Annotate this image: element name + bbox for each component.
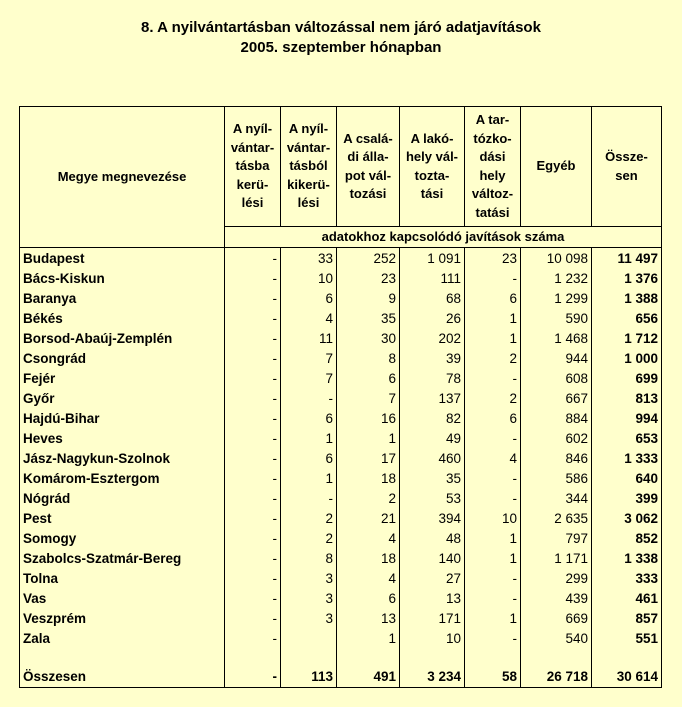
county-name: Szabolcs-Szatmár-Bereg bbox=[20, 549, 225, 569]
header-line: lési bbox=[297, 195, 320, 211]
value-cell: 1 bbox=[465, 549, 521, 569]
value-cell: - bbox=[465, 469, 521, 489]
table-row bbox=[20, 269, 662, 289]
total-row bbox=[20, 667, 662, 688]
value-cell: 4 bbox=[337, 569, 400, 589]
header-line: kerü- bbox=[236, 176, 269, 192]
table-row bbox=[20, 609, 662, 629]
value-cell: - bbox=[225, 269, 281, 289]
row-total-cell: 551 bbox=[592, 629, 662, 649]
header-line: tási bbox=[420, 186, 444, 201]
header-line: di álla- bbox=[347, 149, 389, 164]
value-cell: 608 bbox=[521, 369, 592, 389]
row-total-cell: 857 bbox=[592, 609, 662, 629]
page-title bbox=[0, 18, 682, 58]
table-row bbox=[20, 289, 662, 309]
county-name: Csongrád bbox=[20, 349, 225, 369]
value-cell: 7 bbox=[281, 349, 337, 369]
value-cell: 1 bbox=[465, 609, 521, 629]
value-cell: 26 718 bbox=[521, 667, 592, 688]
value-cell: - bbox=[225, 369, 281, 389]
row-total-cell: 1 712 bbox=[592, 329, 662, 349]
header-line: tózko- bbox=[473, 130, 512, 146]
value-cell: 3 bbox=[281, 589, 337, 609]
table-row bbox=[20, 549, 662, 569]
header-county bbox=[20, 107, 225, 248]
value-cell: 884 bbox=[521, 409, 592, 429]
data-table bbox=[19, 106, 662, 688]
value-cell: - bbox=[465, 269, 521, 289]
value-cell: 1 468 bbox=[521, 329, 592, 349]
value-cell: 48 bbox=[400, 529, 465, 549]
value-cell: - bbox=[225, 329, 281, 349]
value-cell: 6 bbox=[281, 289, 337, 309]
value-cell: 460 bbox=[400, 449, 465, 469]
table-row bbox=[20, 389, 662, 409]
value-cell: 10 bbox=[400, 629, 465, 649]
value-cell: 4 bbox=[281, 309, 337, 329]
value-cell: 137 bbox=[400, 389, 465, 409]
value-cell: 4 bbox=[337, 529, 400, 549]
value-cell: 17 bbox=[337, 449, 400, 469]
header-line: sen bbox=[615, 167, 638, 183]
header-line: Egyéb bbox=[536, 158, 576, 174]
table-header bbox=[20, 107, 662, 248]
table-row bbox=[20, 589, 662, 609]
value-cell: 1 091 bbox=[400, 248, 465, 270]
row-total-cell: 1 388 bbox=[592, 289, 662, 309]
county-name: Komárom-Esztergom bbox=[20, 469, 225, 489]
row-total-cell: 11 497 bbox=[592, 248, 662, 270]
header-registration-exit bbox=[281, 107, 337, 227]
value-cell: 35 bbox=[400, 469, 465, 489]
header-line: A nyíl- bbox=[232, 121, 273, 137]
value-cell: 299 bbox=[521, 569, 592, 589]
value-cell: - bbox=[225, 309, 281, 329]
value-cell: 2 635 bbox=[521, 509, 592, 529]
table-row bbox=[20, 509, 662, 529]
row-total-cell: 813 bbox=[592, 389, 662, 409]
value-cell: 2 bbox=[281, 529, 337, 549]
value-cell: - bbox=[225, 469, 281, 489]
table-row bbox=[20, 429, 662, 449]
value-cell: 2 bbox=[465, 349, 521, 369]
value-cell: 1 232 bbox=[521, 269, 592, 289]
county-name: Nógrád bbox=[20, 489, 225, 509]
header-line: A lakó- bbox=[410, 130, 454, 146]
county-name: Fejér bbox=[20, 369, 225, 389]
empty-cell bbox=[20, 649, 225, 667]
header-line: Össze- bbox=[605, 149, 648, 164]
county-name: Hajdú-Bihar bbox=[20, 409, 225, 429]
value-cell: - bbox=[465, 589, 521, 609]
value-cell: 18 bbox=[337, 549, 400, 569]
value-cell: - bbox=[225, 449, 281, 469]
title-line-2: 2005. szeptember hónapban bbox=[240, 39, 442, 56]
value-cell: - bbox=[465, 429, 521, 449]
row-total-cell: 656 bbox=[592, 309, 662, 329]
table-row bbox=[20, 629, 662, 649]
row-total-cell: 461 bbox=[592, 589, 662, 609]
value-cell: 7 bbox=[337, 389, 400, 409]
table-row bbox=[20, 309, 662, 329]
value-cell: - bbox=[225, 609, 281, 629]
county-name: Összesen bbox=[20, 667, 225, 688]
value-cell: 6 bbox=[337, 369, 400, 389]
value-cell: - bbox=[225, 509, 281, 529]
county-name: Győr bbox=[20, 389, 225, 409]
table-row bbox=[20, 349, 662, 369]
header-residence-change bbox=[400, 107, 465, 227]
value-cell: 78 bbox=[400, 369, 465, 389]
value-cell: 33 bbox=[281, 248, 337, 270]
table-row bbox=[20, 529, 662, 549]
empty-cell bbox=[225, 649, 281, 667]
value-cell: - bbox=[225, 248, 281, 270]
value-cell: 252 bbox=[337, 248, 400, 270]
county-name: Pest bbox=[20, 509, 225, 529]
header-line: hely vál- bbox=[405, 149, 459, 164]
value-cell bbox=[281, 629, 337, 649]
value-cell: 344 bbox=[521, 489, 592, 509]
header-line: tásba bbox=[235, 158, 270, 174]
value-cell: 602 bbox=[521, 429, 592, 449]
value-cell: 11 bbox=[281, 329, 337, 349]
value-cell: 8 bbox=[337, 349, 400, 369]
value-cell: 39 bbox=[400, 349, 465, 369]
value-cell: - bbox=[225, 569, 281, 589]
table-row bbox=[20, 449, 662, 469]
value-cell: 1 bbox=[281, 469, 337, 489]
row-total-cell: 653 bbox=[592, 429, 662, 449]
value-cell: 16 bbox=[337, 409, 400, 429]
table-row bbox=[20, 569, 662, 589]
table-row bbox=[20, 409, 662, 429]
row-total-cell: 1 376 bbox=[592, 269, 662, 289]
county-name: Borsod-Abaúj-Zemplén bbox=[20, 329, 225, 349]
empty-cell bbox=[521, 649, 592, 667]
row-total-cell: 333 bbox=[592, 569, 662, 589]
empty-cell bbox=[465, 649, 521, 667]
value-cell: - bbox=[465, 369, 521, 389]
value-cell: 439 bbox=[521, 589, 592, 609]
header-total bbox=[592, 107, 662, 227]
header-county-label: Megye megnevezése bbox=[57, 168, 187, 184]
value-cell: 4 bbox=[465, 449, 521, 469]
value-cell: - bbox=[465, 489, 521, 509]
value-cell: 1 299 bbox=[521, 289, 592, 309]
header-line: tozási bbox=[349, 186, 387, 201]
value-cell: 846 bbox=[521, 449, 592, 469]
header-line: tásból bbox=[289, 158, 328, 174]
row-total-cell: 3 062 bbox=[592, 509, 662, 529]
header-line: vántar- bbox=[286, 139, 331, 155]
value-cell: 23 bbox=[337, 269, 400, 289]
header-line: tozta- bbox=[414, 167, 450, 183]
value-cell: - bbox=[225, 389, 281, 409]
value-cell: 18 bbox=[337, 469, 400, 489]
value-cell: 53 bbox=[400, 489, 465, 509]
value-cell: - bbox=[225, 409, 281, 429]
value-cell: 23 bbox=[465, 248, 521, 270]
header-line: tatási bbox=[475, 204, 510, 220]
value-cell: 140 bbox=[400, 549, 465, 569]
value-cell: 10 bbox=[465, 509, 521, 529]
table-row bbox=[20, 469, 662, 489]
value-cell: 2 bbox=[465, 389, 521, 409]
table-row bbox=[20, 489, 662, 509]
value-cell: 3 bbox=[281, 609, 337, 629]
value-cell: 3 bbox=[281, 569, 337, 589]
value-cell: 27 bbox=[400, 569, 465, 589]
header-line: vántar- bbox=[230, 139, 275, 155]
value-cell: 590 bbox=[521, 309, 592, 329]
value-cell: 944 bbox=[521, 349, 592, 369]
value-cell: 6 bbox=[281, 409, 337, 429]
value-cell: - bbox=[225, 629, 281, 649]
header-stay-place-change bbox=[465, 107, 521, 227]
value-cell: - bbox=[225, 589, 281, 609]
value-cell: 111 bbox=[400, 269, 465, 289]
value-cell: 68 bbox=[400, 289, 465, 309]
header-line: A tar- bbox=[475, 112, 510, 127]
value-cell: 1 bbox=[337, 629, 400, 649]
value-cell: 6 bbox=[465, 289, 521, 309]
value-cell: 2 bbox=[337, 489, 400, 509]
table-row bbox=[20, 329, 662, 349]
value-cell: 491 bbox=[337, 667, 400, 688]
value-cell: 13 bbox=[400, 589, 465, 609]
header-line: változ- bbox=[471, 186, 514, 201]
county-name: Bács-Kiskun bbox=[20, 269, 225, 289]
value-cell: 7 bbox=[281, 369, 337, 389]
county-name: Veszprém bbox=[20, 609, 225, 629]
county-name: Budapest bbox=[20, 248, 225, 270]
row-total-cell: 852 bbox=[592, 529, 662, 549]
header-line: dási bbox=[479, 149, 506, 164]
value-cell: 10 bbox=[281, 269, 337, 289]
value-cell: - bbox=[225, 549, 281, 569]
value-cell: 3 234 bbox=[400, 667, 465, 688]
unit-label: adatokhoz kapcsolódó javítások száma bbox=[225, 227, 662, 248]
row-total-cell: 994 bbox=[592, 409, 662, 429]
value-cell: 586 bbox=[521, 469, 592, 489]
value-cell: - bbox=[225, 429, 281, 449]
header-marital-status-change bbox=[337, 107, 400, 227]
value-cell: - bbox=[281, 389, 337, 409]
header-line: hely bbox=[479, 167, 506, 183]
header-line: A nyíl- bbox=[288, 121, 329, 137]
row-total-cell: 1 333 bbox=[592, 449, 662, 469]
value-cell: - bbox=[465, 569, 521, 589]
value-cell: - bbox=[281, 489, 337, 509]
value-cell: 1 bbox=[337, 429, 400, 449]
table-row bbox=[20, 369, 662, 389]
value-cell: - bbox=[465, 629, 521, 649]
value-cell: 1 bbox=[465, 329, 521, 349]
value-cell: - bbox=[225, 667, 281, 688]
value-cell: 2 bbox=[281, 509, 337, 529]
value-cell: 8 bbox=[281, 549, 337, 569]
header-line: pot vál- bbox=[344, 167, 392, 183]
table-body bbox=[20, 248, 662, 688]
value-cell: 35 bbox=[337, 309, 400, 329]
value-cell: 10 098 bbox=[521, 248, 592, 270]
header-registration-entry bbox=[225, 107, 281, 227]
header-line: A csalá- bbox=[343, 130, 393, 146]
value-cell: 1 bbox=[465, 529, 521, 549]
value-cell: 21 bbox=[337, 509, 400, 529]
value-cell: 1 bbox=[465, 309, 521, 329]
county-name: Vas bbox=[20, 589, 225, 609]
value-cell: 113 bbox=[281, 667, 337, 688]
title-line-1: 8. A nyilvántartásban változással nem járó adatjavítások bbox=[141, 19, 541, 36]
spacer-row bbox=[20, 649, 662, 667]
row-total-cell: 699 bbox=[592, 369, 662, 389]
empty-cell bbox=[337, 649, 400, 667]
header-line: kikerü- bbox=[287, 176, 330, 192]
county-name: Jász-Nagykun-Szolnok bbox=[20, 449, 225, 469]
row-total-cell: 1 000 bbox=[592, 349, 662, 369]
value-cell: - bbox=[225, 529, 281, 549]
value-cell: 1 171 bbox=[521, 549, 592, 569]
value-cell: 49 bbox=[400, 429, 465, 449]
value-cell: 540 bbox=[521, 629, 592, 649]
row-total-cell: 1 338 bbox=[592, 549, 662, 569]
county-name: Tolna bbox=[20, 569, 225, 589]
value-cell: 667 bbox=[521, 389, 592, 409]
row-total-cell: 640 bbox=[592, 469, 662, 489]
empty-cell bbox=[592, 649, 662, 667]
value-cell: 1 bbox=[281, 429, 337, 449]
value-cell: 202 bbox=[400, 329, 465, 349]
value-cell: 6 bbox=[465, 409, 521, 429]
county-name: Somogy bbox=[20, 529, 225, 549]
county-name: Heves bbox=[20, 429, 225, 449]
value-cell: 6 bbox=[281, 449, 337, 469]
table-row bbox=[20, 248, 662, 270]
row-total-cell: 399 bbox=[592, 489, 662, 509]
value-cell: 9 bbox=[337, 289, 400, 309]
value-cell: 30 bbox=[337, 329, 400, 349]
county-name: Zala bbox=[20, 629, 225, 649]
header-other bbox=[521, 107, 592, 227]
value-cell: 669 bbox=[521, 609, 592, 629]
value-cell: - bbox=[225, 349, 281, 369]
value-cell: 6 bbox=[337, 589, 400, 609]
county-name: Békés bbox=[20, 309, 225, 329]
value-cell: 171 bbox=[400, 609, 465, 629]
header-line: lési bbox=[241, 195, 264, 211]
value-cell: 26 bbox=[400, 309, 465, 329]
row-total-cell: 30 614 bbox=[592, 667, 662, 688]
value-cell: - bbox=[225, 489, 281, 509]
value-cell: 58 bbox=[465, 667, 521, 688]
value-cell: 82 bbox=[400, 409, 465, 429]
value-cell: 797 bbox=[521, 529, 592, 549]
value-cell: 394 bbox=[400, 509, 465, 529]
county-name: Baranya bbox=[20, 289, 225, 309]
value-cell: - bbox=[225, 289, 281, 309]
value-cell: 13 bbox=[337, 609, 400, 629]
empty-cell bbox=[400, 649, 465, 667]
empty-cell bbox=[281, 649, 337, 667]
header-row bbox=[20, 107, 662, 227]
